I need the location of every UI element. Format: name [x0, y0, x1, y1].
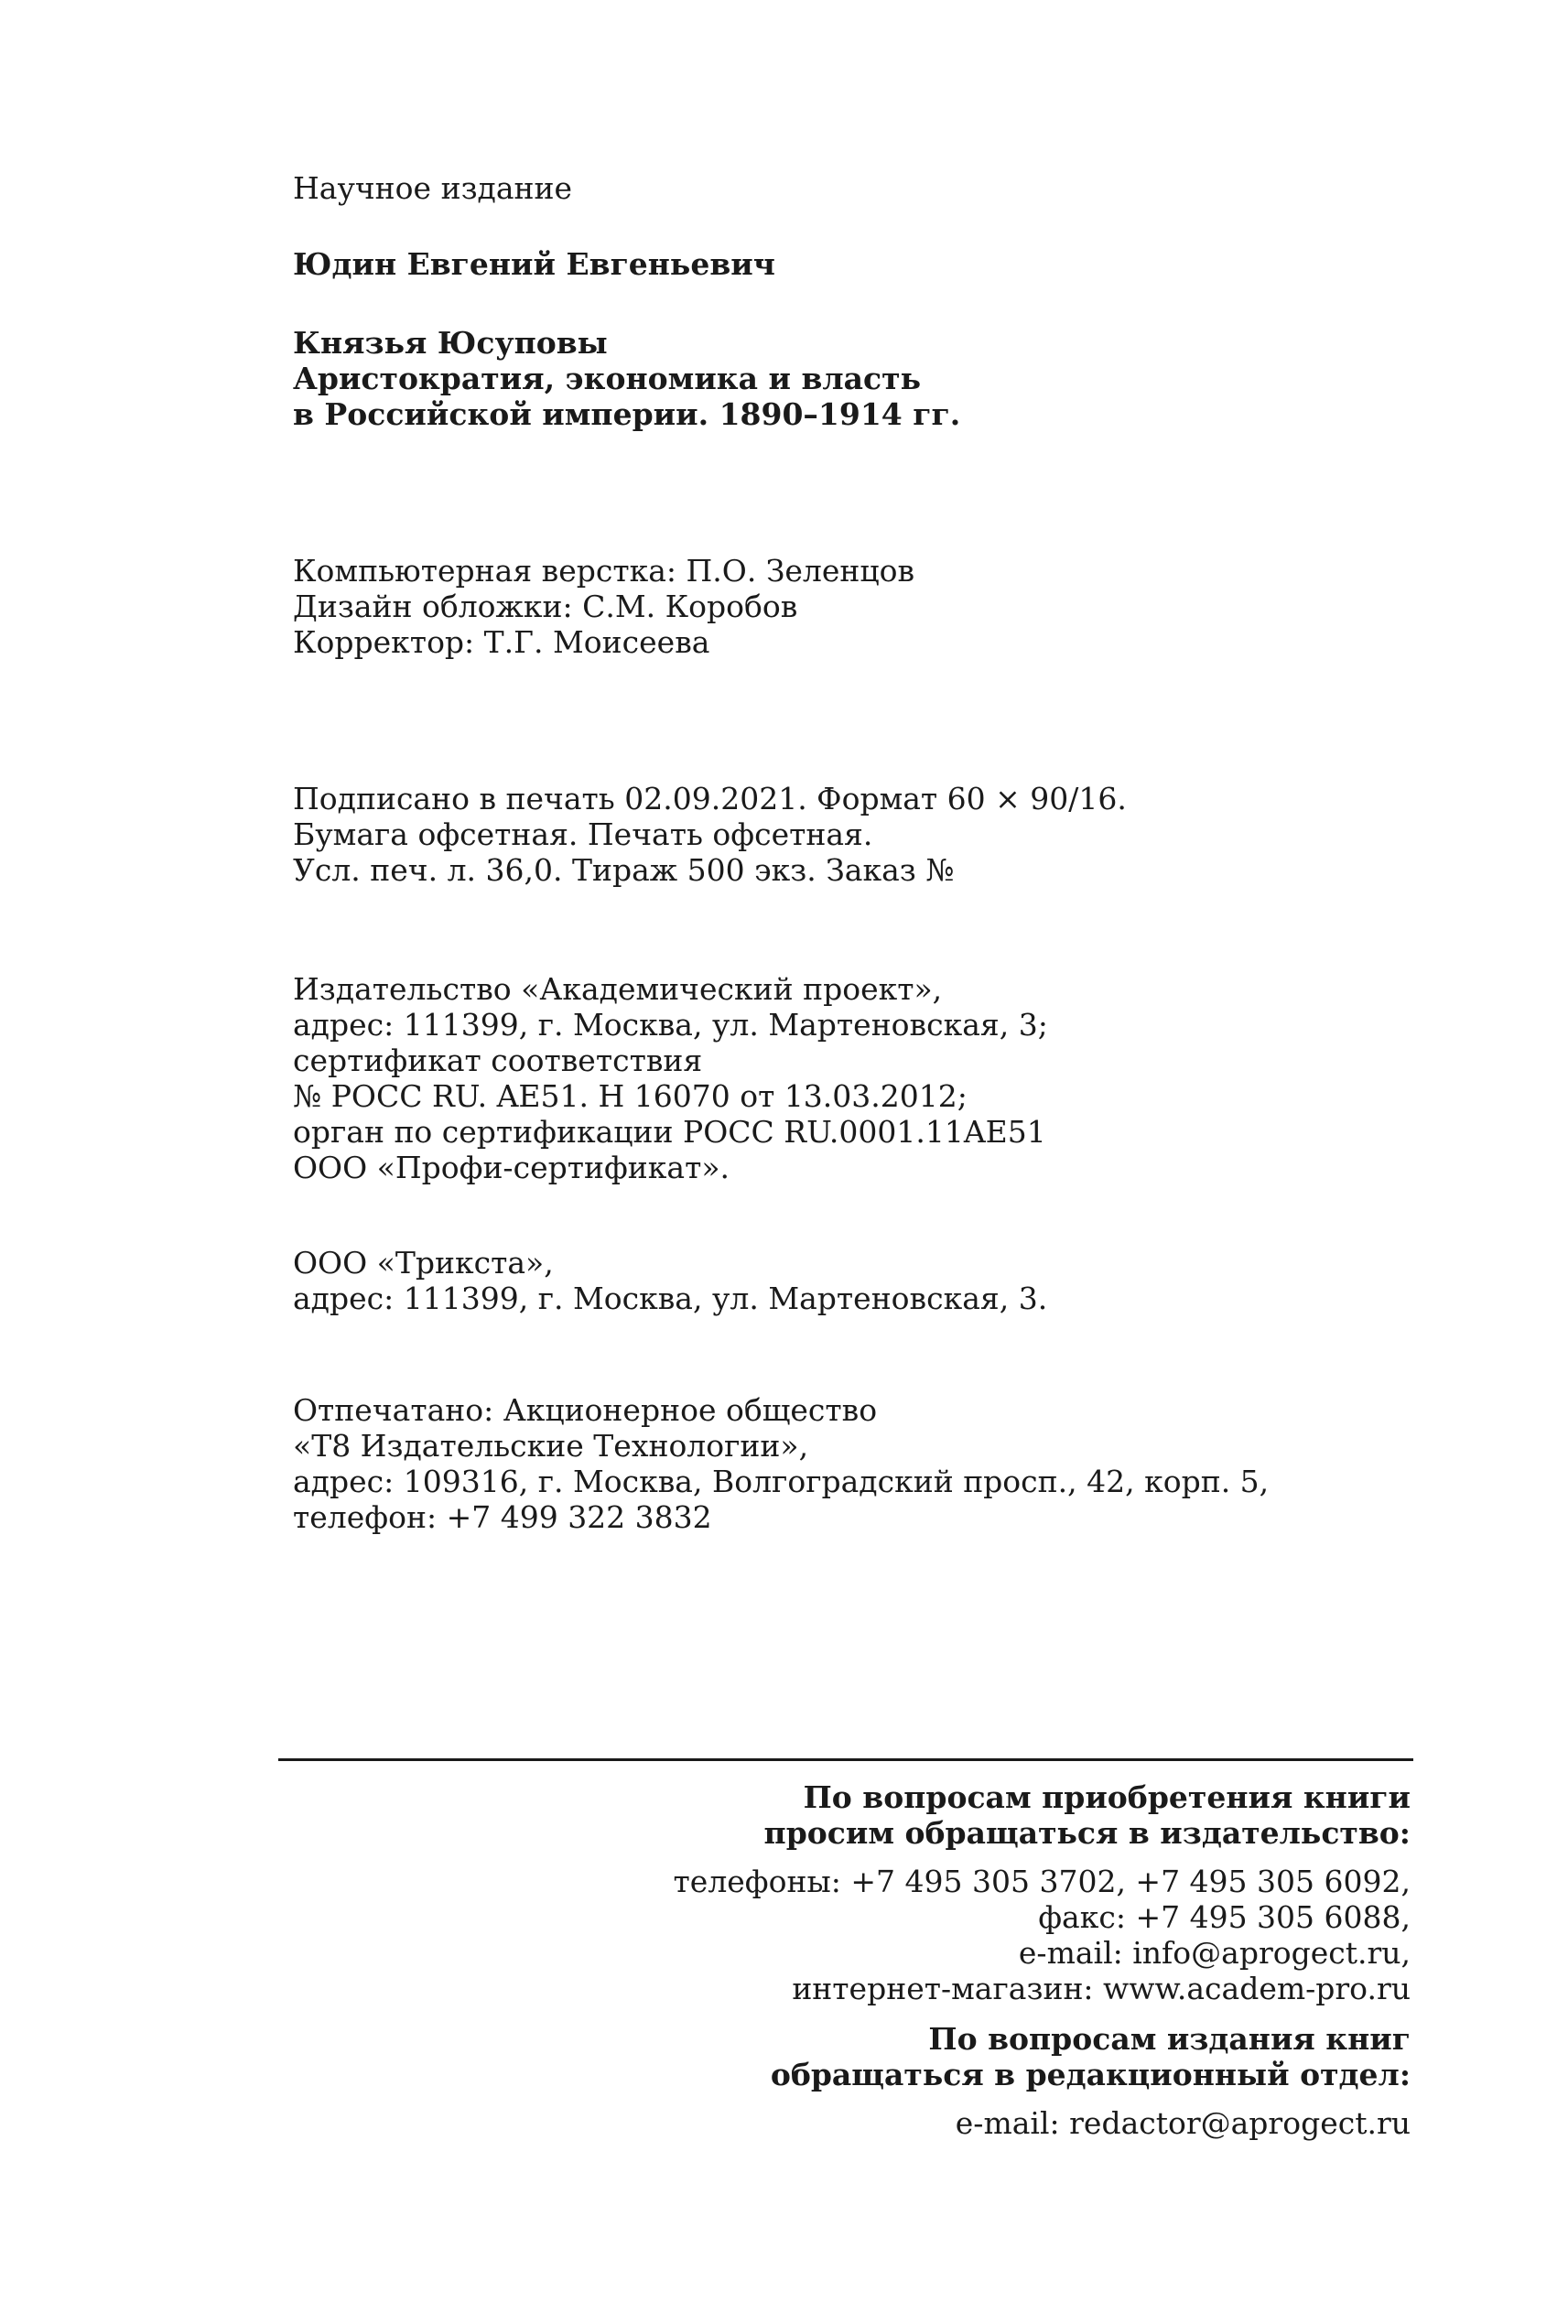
editorial-contact: [956, 2105, 1411, 2141]
publisher-line: ООО «Профи-сертификат».: [293, 1150, 730, 1185]
divider-line: [278, 1758, 1413, 1761]
publisher-info: [293, 971, 1048, 1185]
partner-line: адрес: 111399, г. Москва, ул. Мартеновская, 3.: [293, 1281, 1048, 1316]
purchase-heading-line: просим обращаться в издательство:: [763, 1815, 1411, 1851]
partner-line: ООО «Трикста»,: [293, 1245, 554, 1281]
partner-info: [293, 1245, 1047, 1316]
print-info: [293, 781, 1127, 888]
publisher-line: Издательство «Академический проект»,: [293, 971, 943, 1007]
purchase-contact-line: телефоны: +7 495 305 3702, +7 495 305 6092,: [673, 1864, 1411, 1899]
edition-type-line: Научное издание: [293, 170, 573, 206]
publisher-line: сертификат соответствия: [293, 1043, 703, 1078]
editorial-heading-line: По вопросам издания книг: [928, 2021, 1411, 2057]
print-info-line: Усл. печ. л. 36,0. Тираж 500 экз. Заказ №: [293, 852, 955, 888]
title-line: Князья Юсуповы: [293, 325, 608, 361]
editorial-heading: [771, 2021, 1411, 2092]
credit-line: Дизайн обложки: С.М. Коробов: [293, 589, 798, 624]
credits: [293, 553, 914, 660]
publisher-line: адрес: 111399, г. Москва, ул. Мартеновская, 3;: [293, 1007, 1048, 1043]
purchase-contact-line: интернет-магазин: www.academ-pro.ru: [792, 1971, 1411, 2006]
printer-line: «Т8 Издательские Технологии»,: [293, 1428, 809, 1464]
author-line: Юдин Евгений Евгеньевич: [293, 246, 775, 282]
print-info-line: Бумага офсетная. Печать офсетная.: [293, 816, 873, 852]
publisher-line: № РОСС RU. AE51. H 16070 от 13.03.2012;: [293, 1078, 968, 1114]
title-line: Аристократия, экономика и власть: [293, 361, 921, 396]
author-name: [293, 246, 775, 282]
printer-line: Отпечатано: Акционерное общество: [293, 1392, 878, 1428]
credit-line: Компьютерная верстка: П.О. Зеленцов: [293, 553, 915, 589]
printer-line: адрес: 109316, г. Москва, Волгоградский просп., 42, корп. 5,: [293, 1464, 1270, 1499]
publisher-line: орган по сертификации РОСС RU.0001.11AE51: [293, 1114, 1046, 1150]
print-info-line: Подписано в печать 02.09.2021. Формат 60 × 90/16.: [293, 781, 1127, 816]
editorial-contact-line: e-mail: redactor@aprogect.ru: [955, 2105, 1411, 2141]
purchase-contact-line: e-mail: info@aprogect.ru,: [1018, 1935, 1411, 1971]
book-title: [293, 325, 960, 432]
printer-info: [293, 1392, 1269, 1535]
purchase-heading-line: По вопросам приобретения книги: [803, 1779, 1411, 1815]
printer-line: телефон: +7 499 322 3832: [293, 1499, 712, 1535]
purchase-contact-line: факс: +7 495 305 6088,: [1038, 1899, 1411, 1935]
credit-line: Корректор: Т.Г. Моисеева: [293, 624, 710, 660]
purchase-contacts: [674, 1864, 1411, 2006]
title-line: в Российской империи. 1890–1914 гг.: [293, 396, 961, 432]
edition-type: [293, 170, 572, 206]
editorial-heading-line: обращаться в редакционный отдел:: [770, 2057, 1411, 2092]
purchase-heading: [764, 1779, 1411, 1851]
